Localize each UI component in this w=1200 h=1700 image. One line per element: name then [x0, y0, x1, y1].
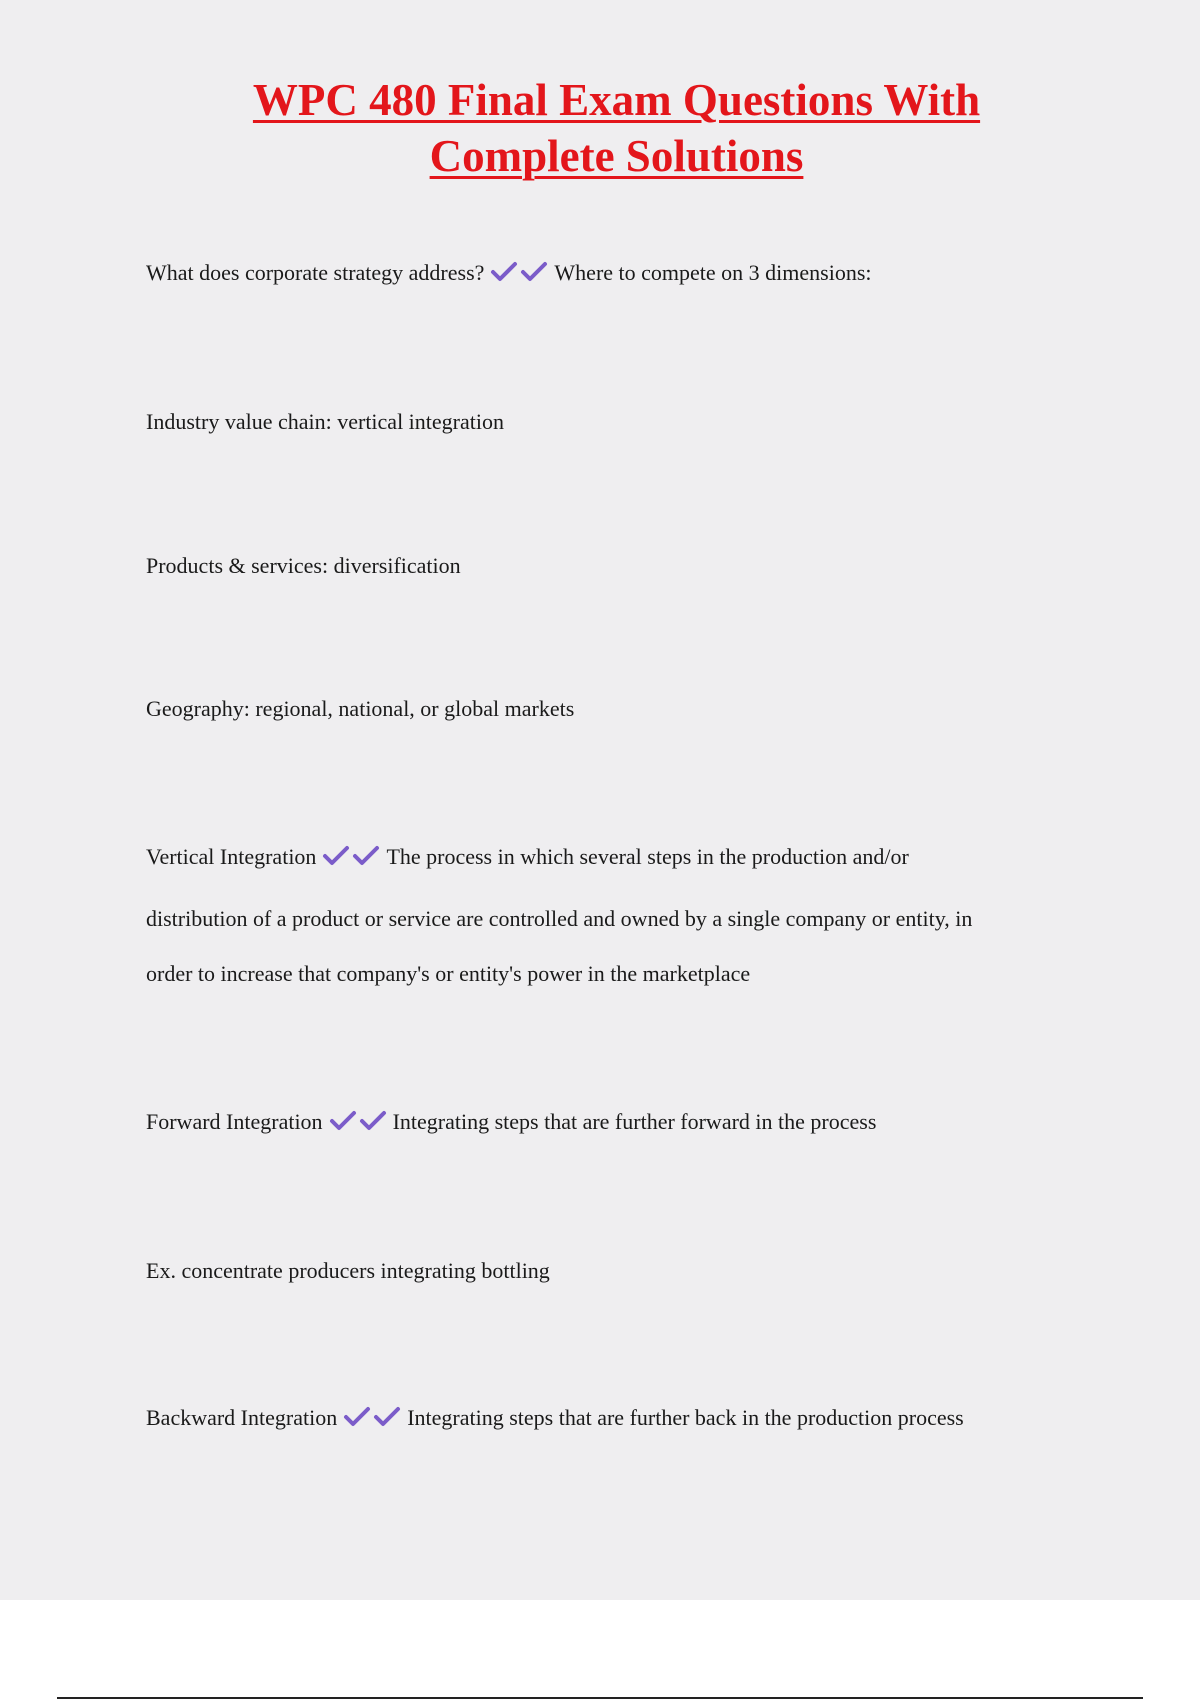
double-check-icon	[490, 261, 550, 291]
text-line-vertical-cont-1: distribution of a product or service are controlled and owned by a single company or entity, in	[146, 906, 973, 931]
answer-text: Where to compete on 3 dimensions:	[554, 260, 872, 285]
question-text: Forward Integration	[146, 1109, 323, 1134]
qa-line-backward-integration	[146, 1403, 964, 1436]
answer-text: Integrating steps that are further forward in the process	[392, 1109, 877, 1134]
text-line-products-services: Products & services: diversification	[146, 553, 461, 578]
text-line-value-chain: Industry value chain: vertical integration	[146, 409, 504, 434]
question-text: What does corporate strategy address?	[146, 260, 485, 285]
qa-line-corporate-strategy	[146, 258, 872, 291]
question-text: Backward Integration	[146, 1405, 338, 1430]
qa-line-vertical-integration	[146, 842, 909, 875]
text-line-geography: Geography: regional, national, or global markets	[146, 696, 575, 721]
answer-text: The process in which several steps in the production and/or	[386, 844, 909, 869]
answer-text: Integrating steps that are further back in the production process	[407, 1405, 964, 1430]
text-line-forward-example: Ex. concentrate producers integrating bottling	[146, 1258, 550, 1283]
question-text: Vertical Integration	[146, 844, 317, 869]
page-divider	[57, 1697, 1143, 1699]
qa-line-forward-integration	[146, 1107, 876, 1140]
text-line-vertical-cont-2: order to increase that company's or entity's power in the marketplace	[146, 961, 751, 986]
double-check-icon	[322, 845, 382, 875]
title-line-2: Complete Solutions	[429, 131, 804, 181]
title-line-1: WPC 480 Final Exam Questions With	[252, 75, 981, 125]
document-title	[0, 72, 1200, 184]
double-check-icon	[329, 1110, 389, 1140]
double-check-icon	[343, 1406, 403, 1436]
